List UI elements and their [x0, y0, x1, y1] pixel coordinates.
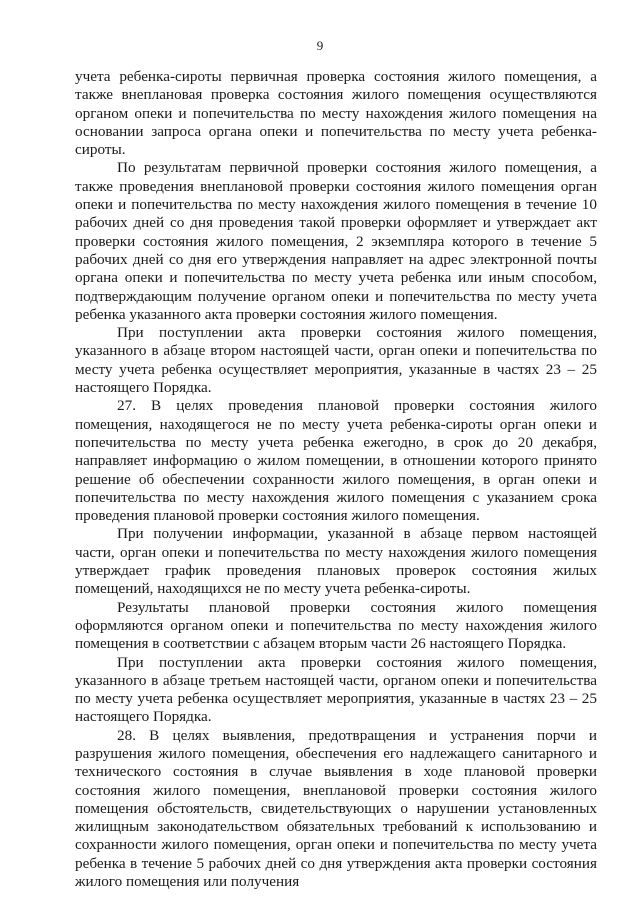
paragraph: При поступлении акта проверки состояния жилого помещения, указанного в абзаце третьем настоящей части, органом опеки и попечительства по месту учета ребенка осуществляет мероприятия, указанные в частях 23 – 25 настоящего Порядка. — [75, 653, 597, 726]
paragraph-item-28: 28. В целях выявления, предотвращения и устранения порчи и разрушения жилого помещения, обеспечения его надлежащего санитарного и технического состояния в случае выявления в ходе плановой проверки состояния жилого помещения, внеплановой проверки состояния жилого помещения обстоятельств, свидетельствующих о нарушении установленных жилищным законодательством обязательных требований к использованию и сохранности жилого помещения, орган опеки и попечительства по месту учета ребенка в течение 5 рабочих дней со дня утверждения акта проверки состояния жилого помещения или получения — [75, 726, 597, 891]
document-body — [75, 68, 597, 891]
paragraph-continuation: учета ребенка-сироты первичная проверка состояния жилого помещения, а также внеплановая проверка состояния жилого помещения осуществляются органом опеки и попечительства по месту нахождения жилого помещения на основании запроса органа опеки и попечительства по месту учета ребенка-сироты. — [75, 68, 597, 159]
paragraph-item-27: 27. В целях проведения плановой проверки состояния жилого помещения, находящегося не по месту учета ребенка-сироты орган опеки и попечительства по месту учета ребенка ежегодно, в срок до 20 декабря, направляет информацию о жилом помещении, в отношении которого принято решение об обеспечении сохранности жилого помещения, в орган опеки и попечительства по месту нахождения жилого помещения с указанием срока проведения плановой проверки состояния жилого помещения. — [75, 397, 597, 525]
paragraph: При получении информации, указанной в абзаце первом настоящей части, орган опеки и попечительства по месту нахождения жилого помещения утверждает график проведения плановых проверок состояния жилых помещений, находящихся не по месту учета ребенка-сироты. — [75, 525, 597, 598]
paragraph: При поступлении акта проверки состояния жилого помещения, указанного в абзаце втором настоящей части, орган опеки и попечительства по месту учета ребенка осуществляет мероприятия, указанные в частях 23 – 25 настоящего Порядка. — [75, 324, 597, 397]
page-number: 9 — [316, 38, 324, 53]
paragraph: По результатам первичной проверки состояния жилого помещения, а также проведения внеплановой проверки состояния жилого помещения орган опеки и попечительства по месту нахождения жилого помещения в течение 10 рабочих дней со дня проведения такой проверки оформляет и утверждает акт проверки состояния жилого помещения, 2 экземпляра которого в течение 5 рабочих дней со дня его утверждения направляет на адрес электронной почты органа опеки и попечительства по месту учета ребенка или иным способом, подтверждающим получение органом опеки и попечительства по месту учета ребенка указанного акта проверки состояния жилого помещения. — [75, 159, 597, 323]
paragraph: Результаты плановой проверки состояния жилого помещения оформляются органом опеки и попечительства по месту нахождения жилого помещения в соответствии с абзацем вторым части 26 настоящего Порядка. — [75, 598, 597, 653]
